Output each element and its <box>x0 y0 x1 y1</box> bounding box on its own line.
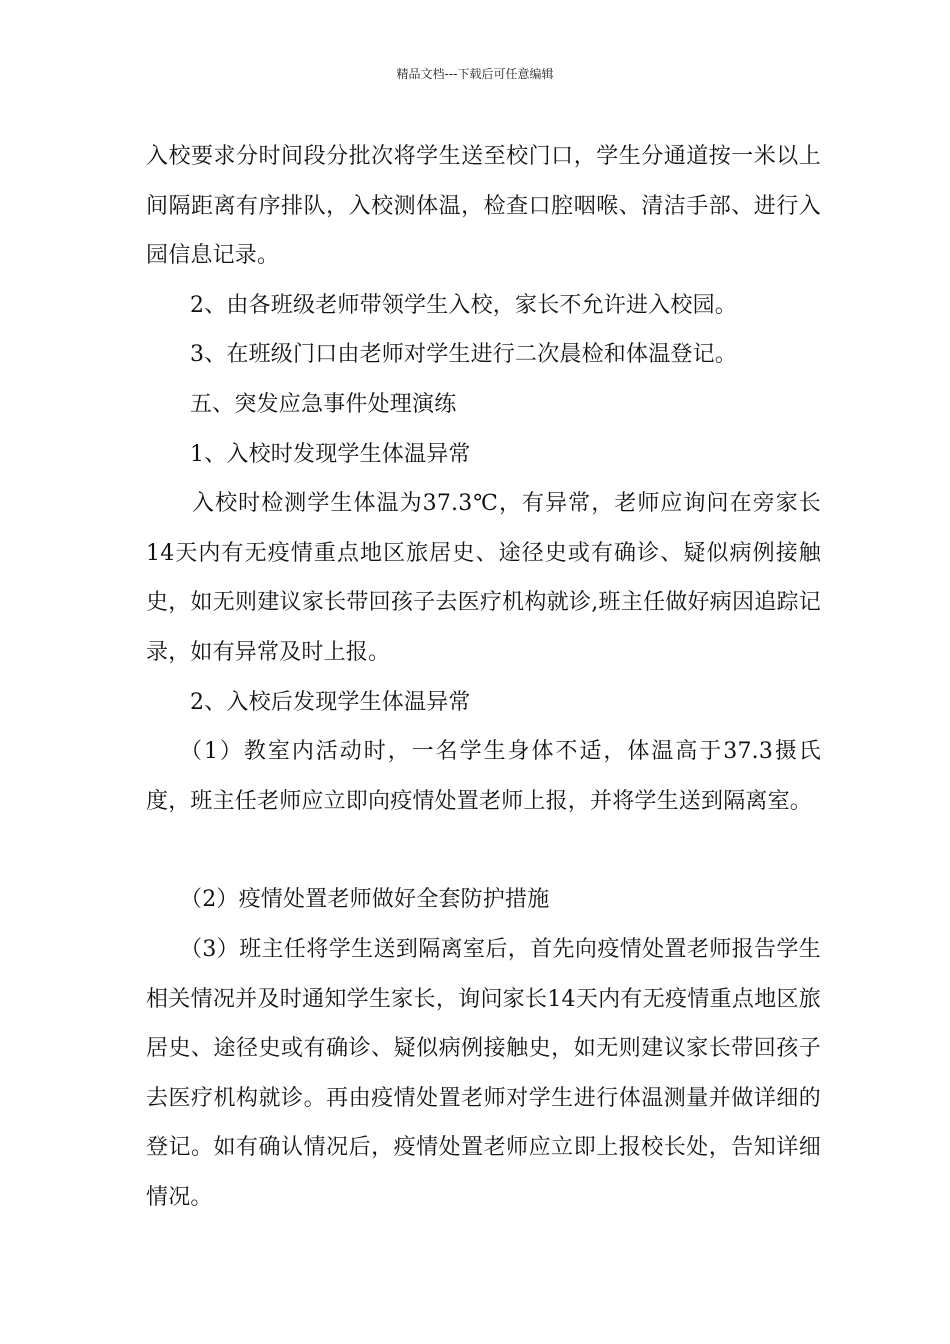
paragraph-item-1: （1）教室内活动时，一名学生身体不适，体温高于37.3摄氏度，班主任老师应立即向疫情处置老师上报，并将学生送到隔离室。 <box>146 739 821 814</box>
paragraph-item-3: （3）班主任将学生送到隔离室后，首先向疫情处置老师报告学生相关情况并及时通知学生家长，询问家长14天内有无疫情重点地区旅居史、途径史或有确诊、疑似病例接触史，如无则建议家长带回孩子去医疗机构就诊。再由疫情处置老师对学生进行体温测量并做详细的登记。如有确认情况后，疫情处置老师应立即上报校长处，告知详细情况。 <box>146 936 821 1210</box>
subheading-after-entry-temperature: 2、入校后发现学生体温异常 <box>190 689 471 715</box>
paragraph-step-2: 2、由各班级老师带领学生入校，家长不允许进入校园。 <box>190 292 737 318</box>
paragraph-entry-temperature: 入校时检测学生体温为37.3℃，有异常，老师应询问在旁家长14天内有无疫情重点地区旅居史、途径史或有确诊、疑似病例接触史，如无则建议家长带回孩子去医疗机构就诊,班主任做好病因追踪记录，如有异常及时上报。 <box>146 491 821 665</box>
page-header: 精品文档---下载后可任意编辑 <box>396 67 554 81</box>
paragraph-step-3: 3、在班级门口由老师对学生进行二次晨检和体温登记。 <box>190 342 737 368</box>
subheading-entry-temperature: 1、入校时发现学生体温异常 <box>190 441 471 467</box>
paragraph-entry-requirements: 入校要求分时间段分批次将学生送至校门口，学生分通道按一米以上间隔距离有序排队，入校测体温，检查口腔咽喉、清洁手部、进行入园信息记录。 <box>146 144 821 269</box>
section-heading-emergency-drill: 五、突发应急事件处理演练 <box>190 391 457 417</box>
document-body <box>146 132 821 1222</box>
paragraph-item-2: （2）疫情处置老师做好全套防护措施 <box>180 887 550 913</box>
blank-line <box>146 826 821 875</box>
